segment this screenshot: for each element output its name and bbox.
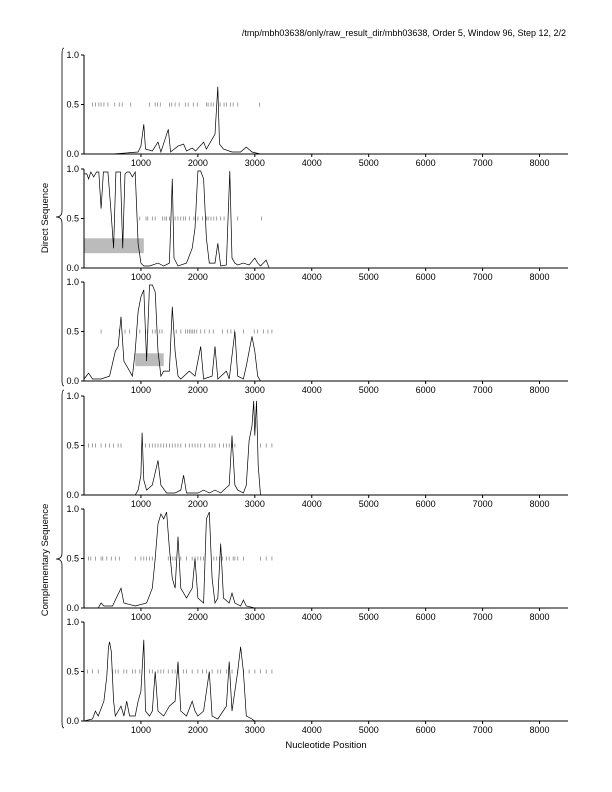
x-tick-label: 8000 bbox=[529, 158, 550, 168]
y-tick-label: 0.0 bbox=[66, 149, 79, 159]
series-line-complementary-frame-1 bbox=[84, 401, 568, 495]
x-tick-label: 1000 bbox=[130, 385, 151, 395]
y-tick-label: 0.5 bbox=[66, 440, 79, 451]
x-tick-label: 8000 bbox=[529, 272, 550, 282]
x-tick-label: 5000 bbox=[358, 499, 379, 509]
x-tick-label: 1000 bbox=[130, 158, 151, 168]
series-line-direct-frame-1 bbox=[84, 87, 568, 154]
x-tick-label: 4000 bbox=[301, 725, 322, 735]
x-tick-label: 7000 bbox=[472, 499, 493, 509]
x-tick-label: 3000 bbox=[244, 499, 265, 509]
x-tick-label: 7000 bbox=[472, 725, 493, 735]
series-line-complementary-frame-3 bbox=[84, 640, 568, 721]
x-tick-label: 4000 bbox=[301, 385, 322, 395]
y-tick-label: 0.0 bbox=[66, 263, 79, 273]
x-tick-label: 3000 bbox=[244, 158, 265, 168]
series-line-complementary-frame-2 bbox=[84, 512, 568, 608]
x-tick-label: 1000 bbox=[130, 499, 151, 509]
x-tick-label: 4000 bbox=[301, 612, 322, 622]
y-tick-label: 1.0 bbox=[66, 50, 79, 60]
x-tick-label: 5000 bbox=[358, 612, 379, 622]
x-tick-label: 6000 bbox=[415, 385, 436, 395]
panels bbox=[66, 50, 568, 735]
x-tick-label: 7000 bbox=[472, 272, 493, 282]
x-tick-label: 1000 bbox=[130, 612, 151, 622]
x-tick-label: 3000 bbox=[244, 612, 265, 622]
x-axis-label: Nucleotide Position bbox=[285, 740, 367, 751]
x-tick-label: 7000 bbox=[472, 158, 493, 168]
x-tick-label: 8000 bbox=[529, 499, 550, 509]
figure-title: /tmp/mbh03638/only/raw_result_dir/mbh03638, Order 5, Window 96, Step 12, 2/2 bbox=[241, 28, 566, 38]
x-tick-label: 2000 bbox=[187, 385, 208, 395]
y-tick-label: 1.0 bbox=[66, 617, 79, 627]
brace-direct bbox=[56, 48, 64, 386]
x-tick-label: 8000 bbox=[529, 385, 550, 395]
x-tick-label: 5000 bbox=[358, 158, 379, 168]
y-tick-label: 0.0 bbox=[66, 490, 79, 500]
panel-direct-frame-2 bbox=[66, 164, 568, 282]
y-tick-label: 0.0 bbox=[66, 376, 79, 386]
x-tick-label: 8000 bbox=[529, 612, 550, 622]
x-tick-label: 4000 bbox=[301, 272, 322, 282]
group-label-complementary: Complementary Sequence bbox=[40, 503, 51, 617]
series-line-direct-frame-2 bbox=[84, 171, 568, 268]
brace-complementary bbox=[56, 390, 64, 728]
y-tick-label: 1.0 bbox=[66, 164, 79, 174]
y-tick-label: 0.5 bbox=[66, 213, 79, 224]
panel-complementary-frame-2 bbox=[66, 504, 568, 622]
x-tick-label: 2000 bbox=[187, 272, 208, 282]
x-tick-label: 3000 bbox=[244, 385, 265, 395]
x-tick-label: 4000 bbox=[301, 499, 322, 509]
y-tick-label: 0.0 bbox=[66, 603, 79, 613]
y-tick-label: 1.0 bbox=[66, 277, 79, 287]
x-tick-label: 8000 bbox=[529, 725, 550, 735]
x-tick-label: 1000 bbox=[130, 272, 151, 282]
group-label-direct: Direct Sequence bbox=[40, 182, 51, 254]
x-tick-label: 7000 bbox=[472, 612, 493, 622]
x-tick-label: 6000 bbox=[415, 725, 436, 735]
x-tick-label: 1000 bbox=[130, 725, 151, 735]
group-braces bbox=[56, 48, 64, 728]
x-tick-label: 2000 bbox=[187, 612, 208, 622]
x-tick-label: 5000 bbox=[358, 272, 379, 282]
panel-direct-frame-3 bbox=[66, 277, 568, 395]
x-tick-label: 6000 bbox=[415, 158, 436, 168]
x-tick-label: 2000 bbox=[187, 725, 208, 735]
x-tick-label: 3000 bbox=[244, 272, 265, 282]
y-tick-label: 0.5 bbox=[66, 666, 79, 677]
x-tick-label: 4000 bbox=[301, 158, 322, 168]
x-tick-label: 2000 bbox=[187, 158, 208, 168]
x-tick-label: 6000 bbox=[415, 499, 436, 509]
x-tick-label: 6000 bbox=[415, 272, 436, 282]
y-tick-label: 0.5 bbox=[66, 99, 79, 110]
y-tick-label: 0.5 bbox=[66, 326, 79, 337]
panel-complementary-frame-3 bbox=[66, 617, 568, 735]
x-tick-label: 7000 bbox=[472, 385, 493, 395]
x-tick-label: 6000 bbox=[415, 612, 436, 622]
series-line-direct-frame-3 bbox=[84, 285, 568, 381]
y-tick-label: 1.0 bbox=[66, 391, 79, 401]
x-tick-label: 3000 bbox=[244, 725, 265, 735]
x-tick-label: 5000 bbox=[358, 385, 379, 395]
x-tick-label: 5000 bbox=[358, 725, 379, 735]
y-tick-label: 0.5 bbox=[66, 553, 79, 564]
panel-direct-frame-1 bbox=[66, 50, 568, 168]
y-tick-label: 0.0 bbox=[66, 716, 79, 726]
panel-complementary-frame-1 bbox=[66, 391, 568, 509]
y-tick-label: 1.0 bbox=[66, 504, 79, 514]
x-tick-label: 2000 bbox=[187, 499, 208, 509]
